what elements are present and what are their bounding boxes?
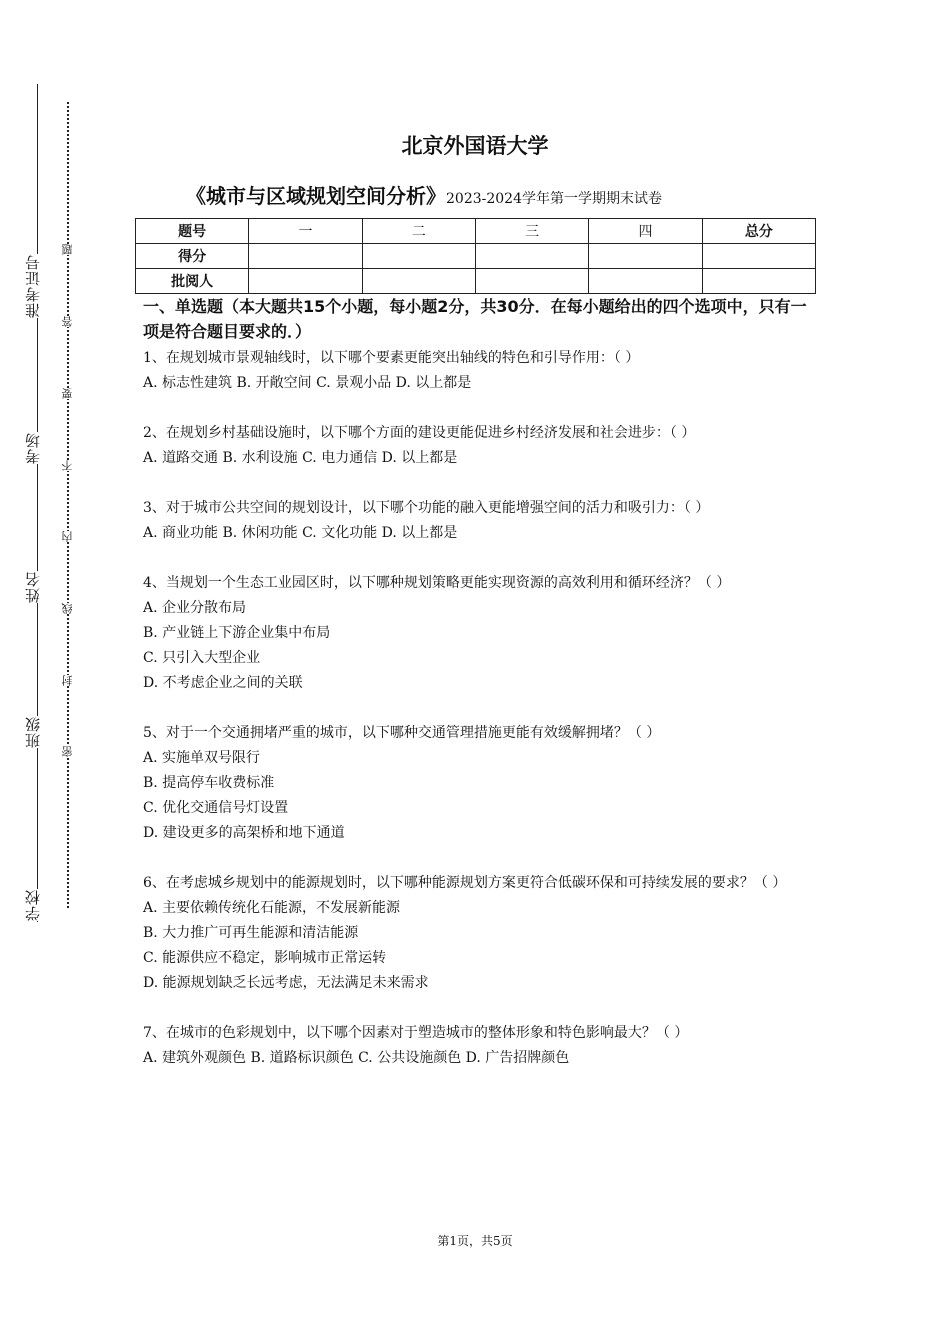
question-3 — [143, 496, 818, 546]
score-header-cell: 一 — [249, 219, 362, 244]
question-option: D. 建设更多的高架桥和地下通道 — [143, 825, 345, 841]
question-7 — [143, 1021, 818, 1071]
section-title: 一、单选题（本大题共15个小题，每小题2分，共30分．在每小题给出的四个选项中，只有一项是符合题目要求的．） — [143, 297, 807, 341]
question-stem: 6、在考虑城乡规划中的能源规划时，以下哪种能源规划方案更符合低碳环保和可持续发展的要求？（ ） — [143, 875, 787, 891]
binding-dotted-line — [67, 102, 69, 908]
binding-solid-line — [37, 84, 38, 922]
reviewer-cell — [589, 269, 702, 294]
question-6 — [143, 871, 818, 996]
seal-char: 要 — [59, 388, 77, 399]
question-option: C. 只引入大型企业 — [143, 650, 261, 666]
seal-char: 不 — [59, 460, 77, 471]
question-2 — [143, 421, 818, 471]
score-cell — [249, 244, 362, 269]
seal-char: 密 — [59, 746, 77, 757]
class-label: 班级 — [20, 716, 46, 748]
question-option: A. 建筑外观颜色 B. 道路标识颜色 C. 公共设施颜色 D. 广告招牌颜色 — [143, 1050, 570, 1066]
score-row — [136, 244, 816, 269]
score-header-cell: 四 — [589, 219, 702, 244]
exam-id-label: 准考证号 — [20, 254, 46, 318]
question-option: A. 标志性建筑 B. 开敞空间 C. 景观小品 D. 以上都是 — [143, 375, 472, 391]
reviewer-cell — [475, 269, 588, 294]
score-cell — [589, 244, 702, 269]
question-option: A. 商业功能 B. 休闲功能 C. 文化功能 D. 以上都是 — [143, 525, 458, 541]
score-table-header-row — [136, 219, 816, 244]
question-option: B. 提高停车收费标准 — [143, 775, 275, 791]
seal-char: 封 — [59, 675, 77, 686]
score-table — [135, 218, 816, 294]
question-stem: 2、在规划乡村基础设施时，以下哪个方面的建设更能促进乡村经济发展和社会进步：（ ） — [143, 425, 696, 441]
question-option: A. 实施单双号限行 — [143, 750, 261, 766]
question-stem: 1、在规划城市景观轴线时，以下哪个要素更能突出轴线的特色和引导作用：（ ） — [143, 350, 640, 366]
score-header-cell: 总分 — [702, 219, 815, 244]
reviewer-cell — [362, 269, 475, 294]
question-stem: 4、当规划一个生态工业园区时，以下哪种规划策略更能实现资源的高效利用和循环经济？（ ） — [143, 575, 731, 591]
score-header-cell: 三 — [475, 219, 588, 244]
question-option: D. 能源规划缺乏长远考虑，无法满足未来需求 — [143, 975, 429, 991]
question-5 — [143, 721, 818, 846]
question-option: A. 企业分散布局 — [143, 600, 247, 616]
exam-title — [186, 180, 662, 209]
question-option: C. 能源供应不稳定，影响城市正常运转 — [143, 950, 387, 966]
seal-char: 内 — [59, 531, 77, 542]
question-option: C. 优化交通信号灯设置 — [143, 800, 289, 816]
score-header-cell: 题号 — [136, 219, 249, 244]
question-option: B. 大力推广可再生能源和清洁能源 — [143, 925, 359, 941]
question-1 — [143, 346, 818, 396]
question-4 — [143, 571, 818, 696]
exam-room-label: 考场 — [20, 432, 46, 464]
score-row-label: 得分 — [136, 244, 249, 269]
question-option: A. 主要依赖传统化石能源，不发展新能源 — [143, 900, 401, 916]
question-stem: 7、在城市的色彩规划中，以下哪个因素对于塑造城市的整体形象和特色影响最大？（ ） — [143, 1025, 689, 1041]
seal-char: 题 — [59, 244, 77, 255]
exam-content — [143, 294, 818, 1096]
reviewer-row — [136, 269, 816, 294]
score-cell — [362, 244, 475, 269]
seal-char: 线 — [59, 603, 77, 614]
question-stem: 5、对于一个交通拥堵严重的城市，以下哪种交通管理措施更能有效缓解拥堵？（ ） — [143, 725, 661, 741]
question-stem: 3、对于城市公共空间的规划设计，以下哪个功能的融入更能增强空间的活力和吸引力：（ ） — [143, 500, 710, 516]
question-option: D. 不考虑企业之间的关联 — [143, 675, 303, 691]
score-header-cell: 二 — [362, 219, 475, 244]
reviewer-cell — [249, 269, 362, 294]
name-label: 姓名 — [20, 571, 46, 603]
seal-char: 答 — [59, 316, 77, 327]
page-footer: 第1页，共5页 — [437, 1234, 513, 1248]
term-label: 2023-2024学年第一学期期末试卷 — [446, 191, 662, 207]
question-option: A. 道路交通 B. 水利设施 C. 电力通信 D. 以上都是 — [143, 450, 458, 466]
school-label: 学校 — [20, 889, 46, 921]
score-cell — [702, 244, 815, 269]
reviewer-row-label: 批阅人 — [136, 269, 249, 294]
course-title: 《城市与区域规划空间分析》 — [186, 184, 446, 208]
question-option: B. 产业链上下游企业集中布局 — [143, 625, 331, 641]
reviewer-cell — [702, 269, 815, 294]
score-cell — [475, 244, 588, 269]
school-name: 北京外国语大学 — [401, 134, 549, 158]
